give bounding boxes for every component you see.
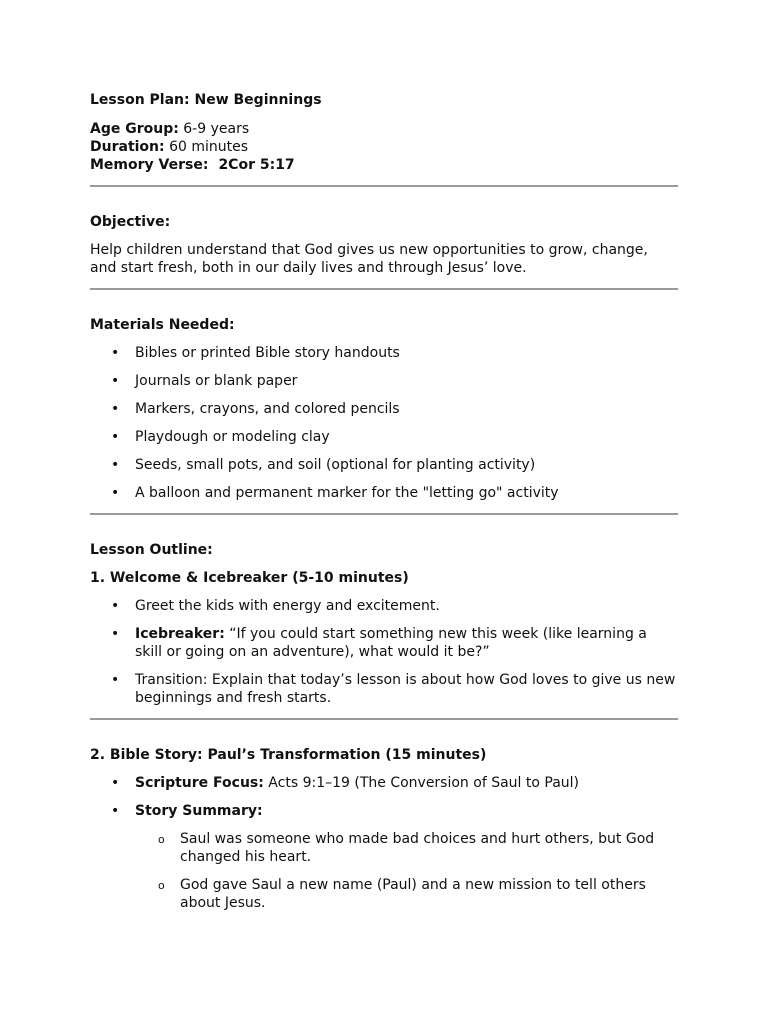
list-item bbox=[90, 774, 678, 792]
bullet-icon: • bbox=[111, 803, 120, 819]
objective-heading: Objective: bbox=[90, 214, 171, 230]
section1-list bbox=[90, 597, 678, 707]
icebreaker-label: Icebreaker: bbox=[135, 626, 225, 642]
materials-heading: Materials Needed: bbox=[90, 317, 235, 333]
list-item bbox=[90, 372, 678, 390]
list-item bbox=[90, 830, 678, 866]
material-text: Journals or blank paper bbox=[135, 373, 298, 389]
bullet-icon: • bbox=[111, 775, 120, 791]
age-group-value: 6-9 years bbox=[178, 121, 250, 137]
list-item bbox=[90, 802, 678, 820]
list-item bbox=[90, 344, 678, 362]
bullet-icon: • bbox=[111, 598, 120, 614]
bullet-icon: • bbox=[111, 457, 120, 473]
item-text: Transition: Explain that today’s lesson is about how God loves to give us new beginnings and fresh starts. bbox=[135, 672, 676, 706]
section2-heading: 2. Bible Story: Paul’s Transformation (15 minutes) bbox=[90, 747, 487, 763]
icebreaker-text: “If you could start something new this week (like learning a skill or going on an adventure), what would it be?” bbox=[135, 626, 647, 660]
section1-heading: 1. Welcome & Icebreaker (5-10 minutes) bbox=[90, 570, 409, 586]
bullet-icon: • bbox=[111, 401, 120, 417]
material-text: Seeds, small pots, and soil (optional for planting activity) bbox=[135, 457, 536, 473]
duration-label: Duration: bbox=[90, 139, 165, 155]
list-item bbox=[90, 484, 678, 502]
list-item bbox=[90, 428, 678, 446]
material-text: Bibles or printed Bible story handouts bbox=[135, 345, 400, 361]
duration-line bbox=[90, 138, 678, 156]
age-group-line bbox=[90, 120, 678, 138]
item-text: Greet the kids with energy and excitement. bbox=[135, 598, 440, 614]
summary-text: Saul was someone who made bad choices and hurt others, but God changed his heart. bbox=[180, 831, 655, 865]
list-item bbox=[90, 597, 678, 615]
material-text: Playdough or modeling clay bbox=[135, 429, 330, 445]
memory-verse-label: Memory Verse: bbox=[90, 157, 209, 173]
circle-bullet-icon: o bbox=[158, 833, 165, 846]
duration-value: 60 minutes bbox=[164, 139, 249, 155]
document-page bbox=[90, 91, 678, 912]
list-item bbox=[90, 671, 678, 707]
story-summary-list bbox=[90, 830, 678, 912]
bullet-icon: • bbox=[111, 373, 120, 389]
memory-verse-value: 2Cor 5:17 bbox=[218, 157, 295, 173]
memory-verse-line bbox=[90, 156, 678, 174]
divider bbox=[90, 288, 678, 290]
story-summary-label: Story Summary: bbox=[135, 803, 263, 819]
list-item bbox=[90, 625, 678, 661]
bullet-icon: • bbox=[111, 485, 120, 501]
page-title: Lesson Plan: New Beginnings bbox=[90, 92, 322, 108]
scripture-focus-text: Acts 9:1–19 (The Conversion of Saul to Paul) bbox=[263, 775, 580, 791]
divider bbox=[90, 513, 678, 515]
divider bbox=[90, 185, 678, 187]
bullet-icon: • bbox=[111, 429, 120, 445]
list-item bbox=[90, 400, 678, 418]
circle-bullet-icon: o bbox=[158, 879, 165, 892]
bullet-icon: • bbox=[111, 626, 120, 642]
age-group-label: Age Group: bbox=[90, 121, 179, 137]
material-text: Markers, crayons, and colored pencils bbox=[135, 401, 400, 417]
summary-text: God gave Saul a new name (Paul) and a new mission to tell others about Jesus. bbox=[180, 877, 646, 911]
materials-list bbox=[90, 344, 678, 502]
bullet-icon: • bbox=[111, 345, 120, 361]
outline-heading: Lesson Outline: bbox=[90, 542, 213, 558]
lesson-meta bbox=[90, 120, 678, 174]
divider bbox=[90, 718, 678, 720]
list-item bbox=[90, 456, 678, 474]
list-item bbox=[90, 876, 678, 912]
objective-text: Help children understand that God gives us new opportunities to grow, change, and start fresh, both in our daily lives and through Jesus’ love. bbox=[90, 242, 648, 276]
section2-list bbox=[90, 774, 678, 820]
material-text: A balloon and permanent marker for the "letting go" activity bbox=[135, 485, 559, 501]
bullet-icon: • bbox=[111, 672, 120, 688]
scripture-focus-label: Scripture Focus: bbox=[135, 775, 264, 791]
